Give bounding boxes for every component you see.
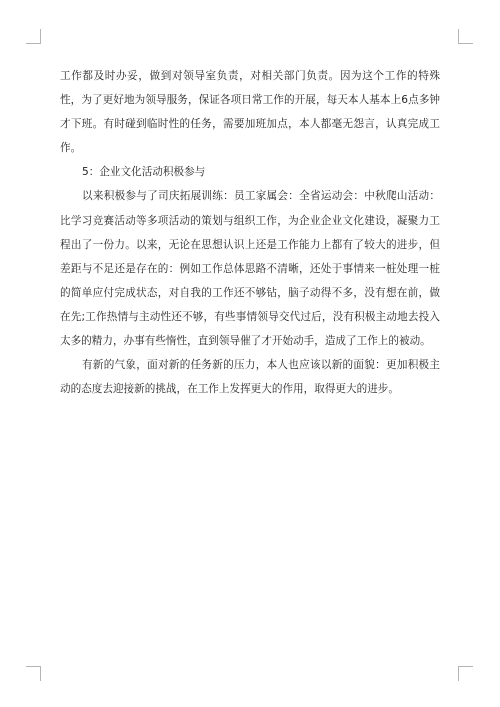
paragraph-work-duties: 工作都及时办妥，做到对领导室负责，对相关部门负责。因为这个工作的特殊性，为了更好地为领导服务，保证各项日常工作的开展，每天本人基本上6点多钟才下班。有时碰到临时性的任务，需要加班加点，本人都毫无怨言，认真完成工作。	[60, 70, 440, 155]
document-body	[60, 64, 440, 401]
crop-mark-bottom-right	[458, 666, 473, 681]
crop-mark-top-left	[26, 29, 41, 44]
paragraph-activities-and-shortcomings: 以来积极参与了司庆拓展训练：员工家属会：全省运动会：中秋爬山活动：比学习竞赛活动等多项活动的策划与组织工作，为企业企业文化建设，凝聚力工程出了一份力。以来，无论在思想认识上还是工作能力上都有了较大的进步，但差距与不足还是存在的：例如工作总体思路不清晰，还处于事情来一桩处理一桩的简单应付完成状态，对自我的工作还不够钻，脑子动得不多，没有想在前，做在先;工作热情与主动性还不够，有些事情领导交代过后，没有积极主动地去投入太多的精力，办事有些惰性，直到领导催了才开始动手，造成了工作上的被动。	[60, 190, 440, 348]
crop-mark-bottom-left	[26, 666, 41, 681]
section-heading-culture-activities: 5：企业文化活动积极参与	[82, 166, 206, 179]
paragraph-outlook: 有新的气象，面对新的任务新的压力，本人也应该以新的面貌：更加积极主动的态度去迎接新的挑战，在工作上发挥更大的作用，取得更大的进步。	[60, 359, 440, 396]
crop-mark-top-right	[458, 29, 473, 44]
